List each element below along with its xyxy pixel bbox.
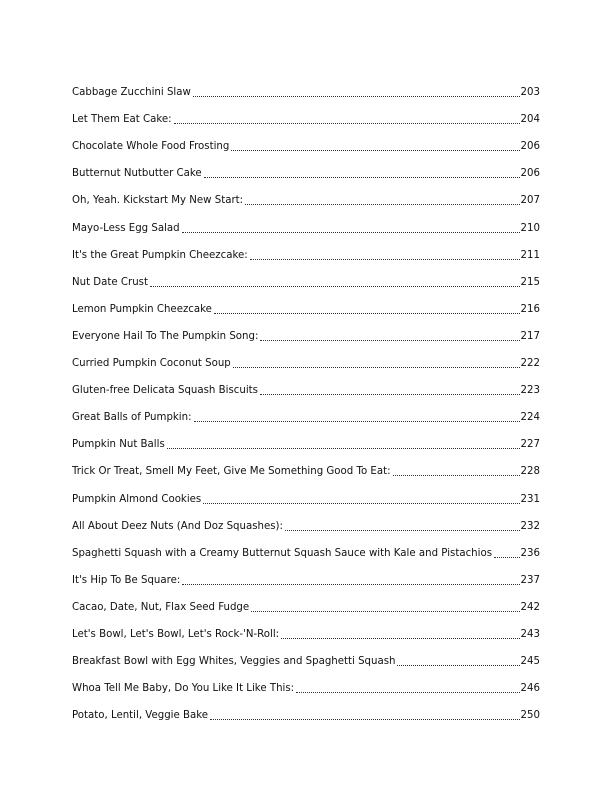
toc-entry-page: 206 — [520, 168, 540, 180]
toc-entry-page: 223 — [520, 385, 540, 397]
toc-entry-page: 215 — [520, 276, 540, 288]
toc-entry-page: 243 — [520, 628, 540, 640]
toc-entry[interactable] — [72, 560, 540, 587]
toc-entry-title: Gluten-free Delicata Squash Biscuits — [72, 385, 258, 397]
toc-entry[interactable] — [72, 451, 540, 478]
toc-entry[interactable] — [72, 153, 540, 180]
toc-entry-title: Let Them Eat Cake: — [72, 114, 172, 126]
toc-entry[interactable] — [72, 289, 540, 316]
toc-entry-title: Trick Or Treat, Smell My Feet, Give Me Something Good To Eat: — [72, 466, 391, 478]
toc-dot-leader — [260, 394, 520, 395]
toc-entry-title: It's the Great Pumpkin Cheezcake: — [72, 249, 248, 261]
toc-dot-leader — [250, 259, 520, 260]
toc-dot-leader — [233, 367, 520, 368]
toc-dot-leader — [281, 638, 519, 639]
toc-entry[interactable] — [72, 533, 540, 560]
toc-entry-title: Oh, Yeah. Kickstart My New Start: — [72, 195, 244, 207]
toc-entry-page: 224 — [520, 412, 540, 424]
toc-entry-page: 210 — [520, 222, 540, 234]
toc-dot-leader — [251, 611, 519, 612]
toc-entry-title: Curried Pumpkin Coconut Soup — [72, 358, 231, 370]
toc-entry-page: 250 — [520, 710, 540, 722]
toc-dot-leader — [182, 232, 520, 233]
toc-dot-leader — [174, 123, 520, 124]
toc-entry-title: Chocolate Whole Food Frosting — [72, 141, 230, 153]
toc-entry[interactable] — [72, 126, 540, 153]
toc-entry-title: Spaghetti Squash with a Creamy Butternut Squash Sauce with Kale and Pistachios — [72, 547, 492, 559]
toc-dot-leader — [397, 665, 519, 666]
toc-entry[interactable] — [72, 343, 540, 370]
toc-entry[interactable] — [72, 587, 540, 614]
toc-entry[interactable] — [72, 506, 540, 533]
toc-entry-title: Let's Bowl, Let's Bowl, Let's Rock-'N-Roll: — [72, 628, 280, 640]
toc-entry[interactable] — [72, 180, 540, 207]
toc-entry[interactable] — [72, 72, 540, 99]
toc-entry[interactable] — [72, 370, 540, 397]
toc-entry[interactable] — [72, 99, 540, 126]
toc-entry-title: Lemon Pumpkin Cheezcake — [72, 303, 212, 315]
toc-entry-page: 211 — [520, 249, 540, 261]
toc-entry-title: Everyone Hail To The Pumpkin Song: — [72, 330, 259, 342]
toc-entry-page: 245 — [520, 656, 540, 668]
toc-entry[interactable] — [72, 668, 540, 695]
toc-dot-leader — [194, 421, 520, 422]
toc-dot-leader — [296, 692, 519, 693]
toc-entry-title: All About Deez Nuts (And Doz Squashes): — [72, 520, 283, 532]
toc-entry-title: Pumpkin Nut Balls — [72, 439, 165, 451]
toc-entry-page: 222 — [520, 358, 540, 370]
toc-dot-leader — [245, 204, 519, 205]
toc-dot-leader — [393, 475, 520, 476]
toc-dot-leader — [260, 340, 519, 341]
toc-entry-page: 227 — [520, 439, 540, 451]
toc-dot-leader — [167, 448, 520, 449]
toc-entry-page: 228 — [520, 466, 540, 478]
toc-dot-leader — [193, 96, 520, 97]
toc-entry-page: 237 — [520, 574, 540, 586]
toc-entry-page: 236 — [520, 547, 540, 559]
toc-entry[interactable] — [72, 424, 540, 451]
toc-entry-page: 232 — [520, 520, 540, 532]
toc-entry[interactable] — [72, 695, 540, 722]
toc-entry-title: Pumpkin Almond Cookies — [72, 493, 202, 505]
toc-entry-title: Cabbage Zucchini Slaw — [72, 87, 191, 99]
toc-entry-page: 206 — [520, 141, 540, 153]
toc-dot-leader — [494, 557, 520, 558]
toc-entry-page: 242 — [520, 601, 540, 613]
toc-entry[interactable] — [72, 262, 540, 289]
toc-entry[interactable] — [72, 478, 540, 505]
toc-entry-page: 216 — [520, 303, 540, 315]
toc-entry-title: Breakfast Bowl with Egg Whites, Veggies and Spaghetti Squash — [72, 656, 396, 668]
toc-dot-leader — [231, 150, 519, 151]
toc-entry-title: It's Hip To Be Square: — [72, 574, 181, 586]
toc-entry-page: 204 — [520, 114, 540, 126]
toc-entry-title: Mayo-Less Egg Salad — [72, 222, 180, 234]
toc-entry-title: Whoa Tell Me Baby, Do You Like It Like This: — [72, 683, 295, 695]
toc-entry[interactable] — [72, 614, 540, 641]
toc-entry-page: 207 — [520, 195, 540, 207]
toc-entry-title: Potato, Lentil, Veggie Bake — [72, 710, 209, 722]
toc-dot-leader — [182, 584, 519, 585]
toc-dot-leader — [214, 313, 520, 314]
toc-entry-title: Nut Date Crust — [72, 276, 148, 288]
toc-entry[interactable] — [72, 641, 540, 668]
toc-entry[interactable] — [72, 207, 540, 234]
table-of-contents — [72, 72, 540, 722]
toc-entry-title: Cacao, Date, Nut, Flax Seed Fudge — [72, 601, 250, 613]
toc-entry-page: 217 — [520, 330, 540, 342]
toc-entry-title: Great Balls of Pumpkin: — [72, 412, 192, 424]
toc-entry[interactable] — [72, 397, 540, 424]
toc-entry-page: 246 — [520, 683, 540, 695]
toc-dot-leader — [204, 177, 520, 178]
toc-entry-page: 231 — [520, 493, 540, 505]
toc-entry[interactable] — [72, 235, 540, 262]
toc-entry-title: Butternut Nutbutter Cake — [72, 168, 202, 180]
toc-entry[interactable] — [72, 316, 540, 343]
toc-dot-leader — [285, 530, 520, 531]
toc-dot-leader — [150, 286, 520, 287]
toc-dot-leader — [203, 503, 519, 504]
toc-dot-leader — [210, 719, 519, 720]
toc-entry-page: 203 — [520, 87, 540, 99]
